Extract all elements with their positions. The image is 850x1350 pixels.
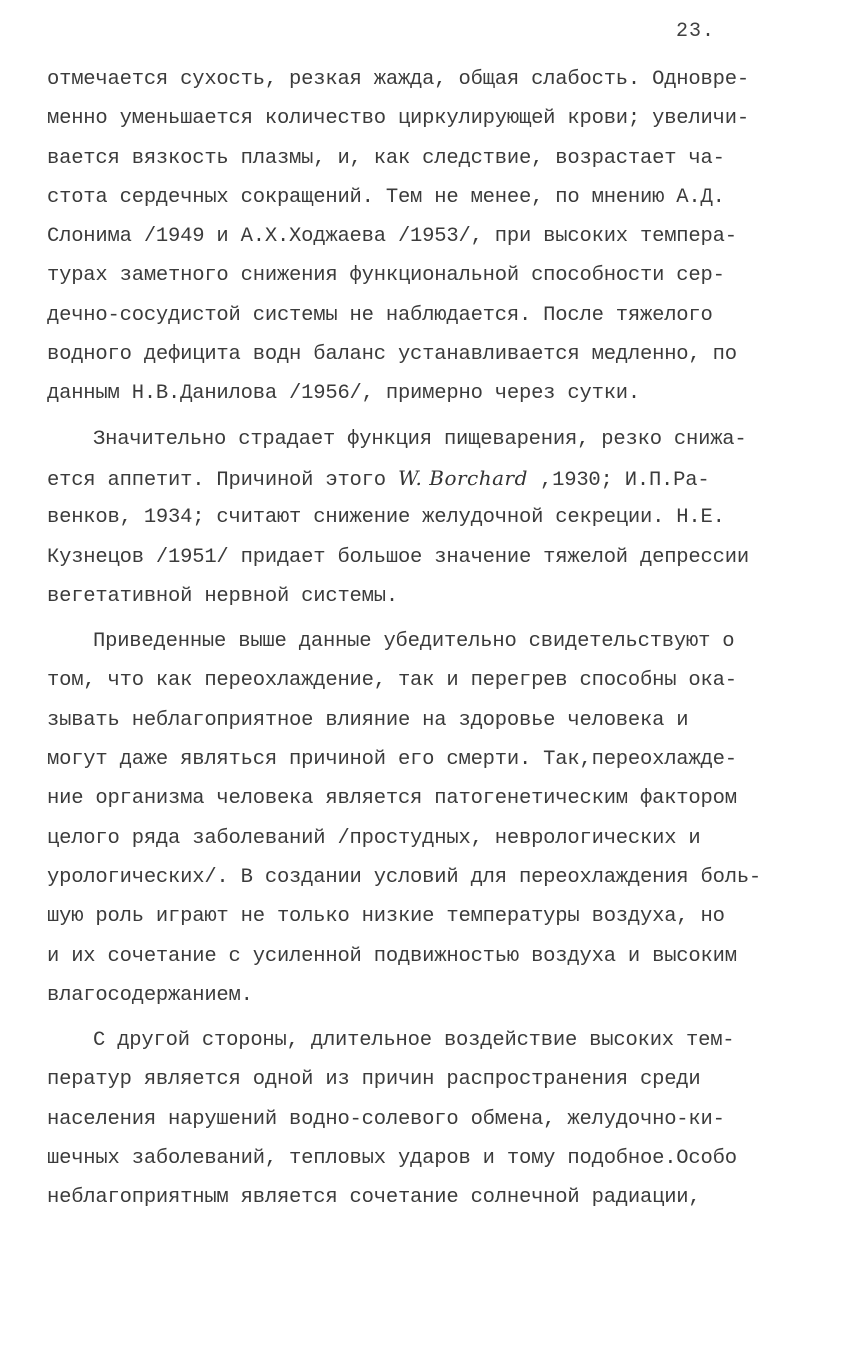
paragraph xyxy=(47,1021,827,1217)
text-line: неблагоприятным является сочетание солнечной радиации, xyxy=(47,1186,701,1210)
text-line: Приведенные выше данные убедительно свидетельствуют о xyxy=(93,630,735,654)
text-line: дечно-сосудистой системы не наблюдается. После тяжелого xyxy=(47,303,713,327)
text-line: том, что как переохлаждение, так и перегрев способны ока- xyxy=(47,669,737,693)
text-line: водного дефицита водн баланс устанавливается медленно, по xyxy=(47,343,737,367)
text-line: венков, 1934; считают снижение желудочной секреции. Н.Е. xyxy=(47,506,725,530)
text-line: могут даже являться причиной его смерти. Так,переохлажде- xyxy=(47,748,737,772)
paragraph xyxy=(47,60,827,414)
text-line: отмечается сухость, резкая жажда, общая слабость. Одновре- xyxy=(47,68,749,91)
text-line: менно уменьшается количество циркулирующей крови; увеличи- xyxy=(47,107,749,131)
text-line: турах заметного снижения функциональной способности сер- xyxy=(47,264,725,288)
text-line: и их сочетание с усиленной подвижностью воздуха и высоким xyxy=(47,944,737,968)
text-line: ние организма человека является патогенетическим фактором xyxy=(47,787,737,811)
text-line: ператур является одной из причин распространения среди xyxy=(47,1068,701,1092)
body-text xyxy=(47,60,827,1218)
text-line: Кузнецов /1951/ придает большое значение тяжелой депрессии xyxy=(47,545,749,569)
text-line: влагосодержанием. xyxy=(47,983,253,1007)
paragraph xyxy=(47,622,827,1015)
text-line: урологических/. В создании условий для переохлаждения боль- xyxy=(47,865,762,889)
page-number: 23. xyxy=(676,20,716,43)
text-line: вается вязкость плазмы, и, как следствие, возрастает ча- xyxy=(47,146,725,170)
text-line: стота сердечных сокращений. Тем не менее, по мнению А.Д. xyxy=(47,185,725,209)
text-line: Значительно страдает функция пищеварения, резко снижа- xyxy=(93,427,747,451)
text-line: данным Н.В.Данилова /1956/, примерно через сутки. xyxy=(47,382,640,406)
text-line: населения нарушений водно-солевого обмена, желудочно-ки- xyxy=(47,1107,725,1131)
text-line: целого ряда заболеваний /простудных, неврологических и xyxy=(47,826,701,850)
text-line: шечных заболеваний, тепловых ударов и тому подобное.Особо xyxy=(47,1147,737,1171)
handwritten-insertion: W. Borchard xyxy=(397,465,528,490)
paragraph xyxy=(47,420,827,616)
text-line: вегетативной нервной системы. xyxy=(47,584,398,608)
text-line: шую роль играют не только низкие температуры воздуха, но xyxy=(47,905,725,929)
text-line: Слонима /1949 и А.Х.Ходжаева /1953/, при высоких темпера- xyxy=(47,225,737,249)
text-line: зывать неблагоприятное влияние на здоровье человека и xyxy=(47,708,689,732)
text-line: С другой стороны, длительное воздействие высоких тем- xyxy=(93,1029,735,1053)
text-line: ется аппетит. Причиной этого W. Borchard ,1930; И.П.Ра- xyxy=(47,465,710,492)
